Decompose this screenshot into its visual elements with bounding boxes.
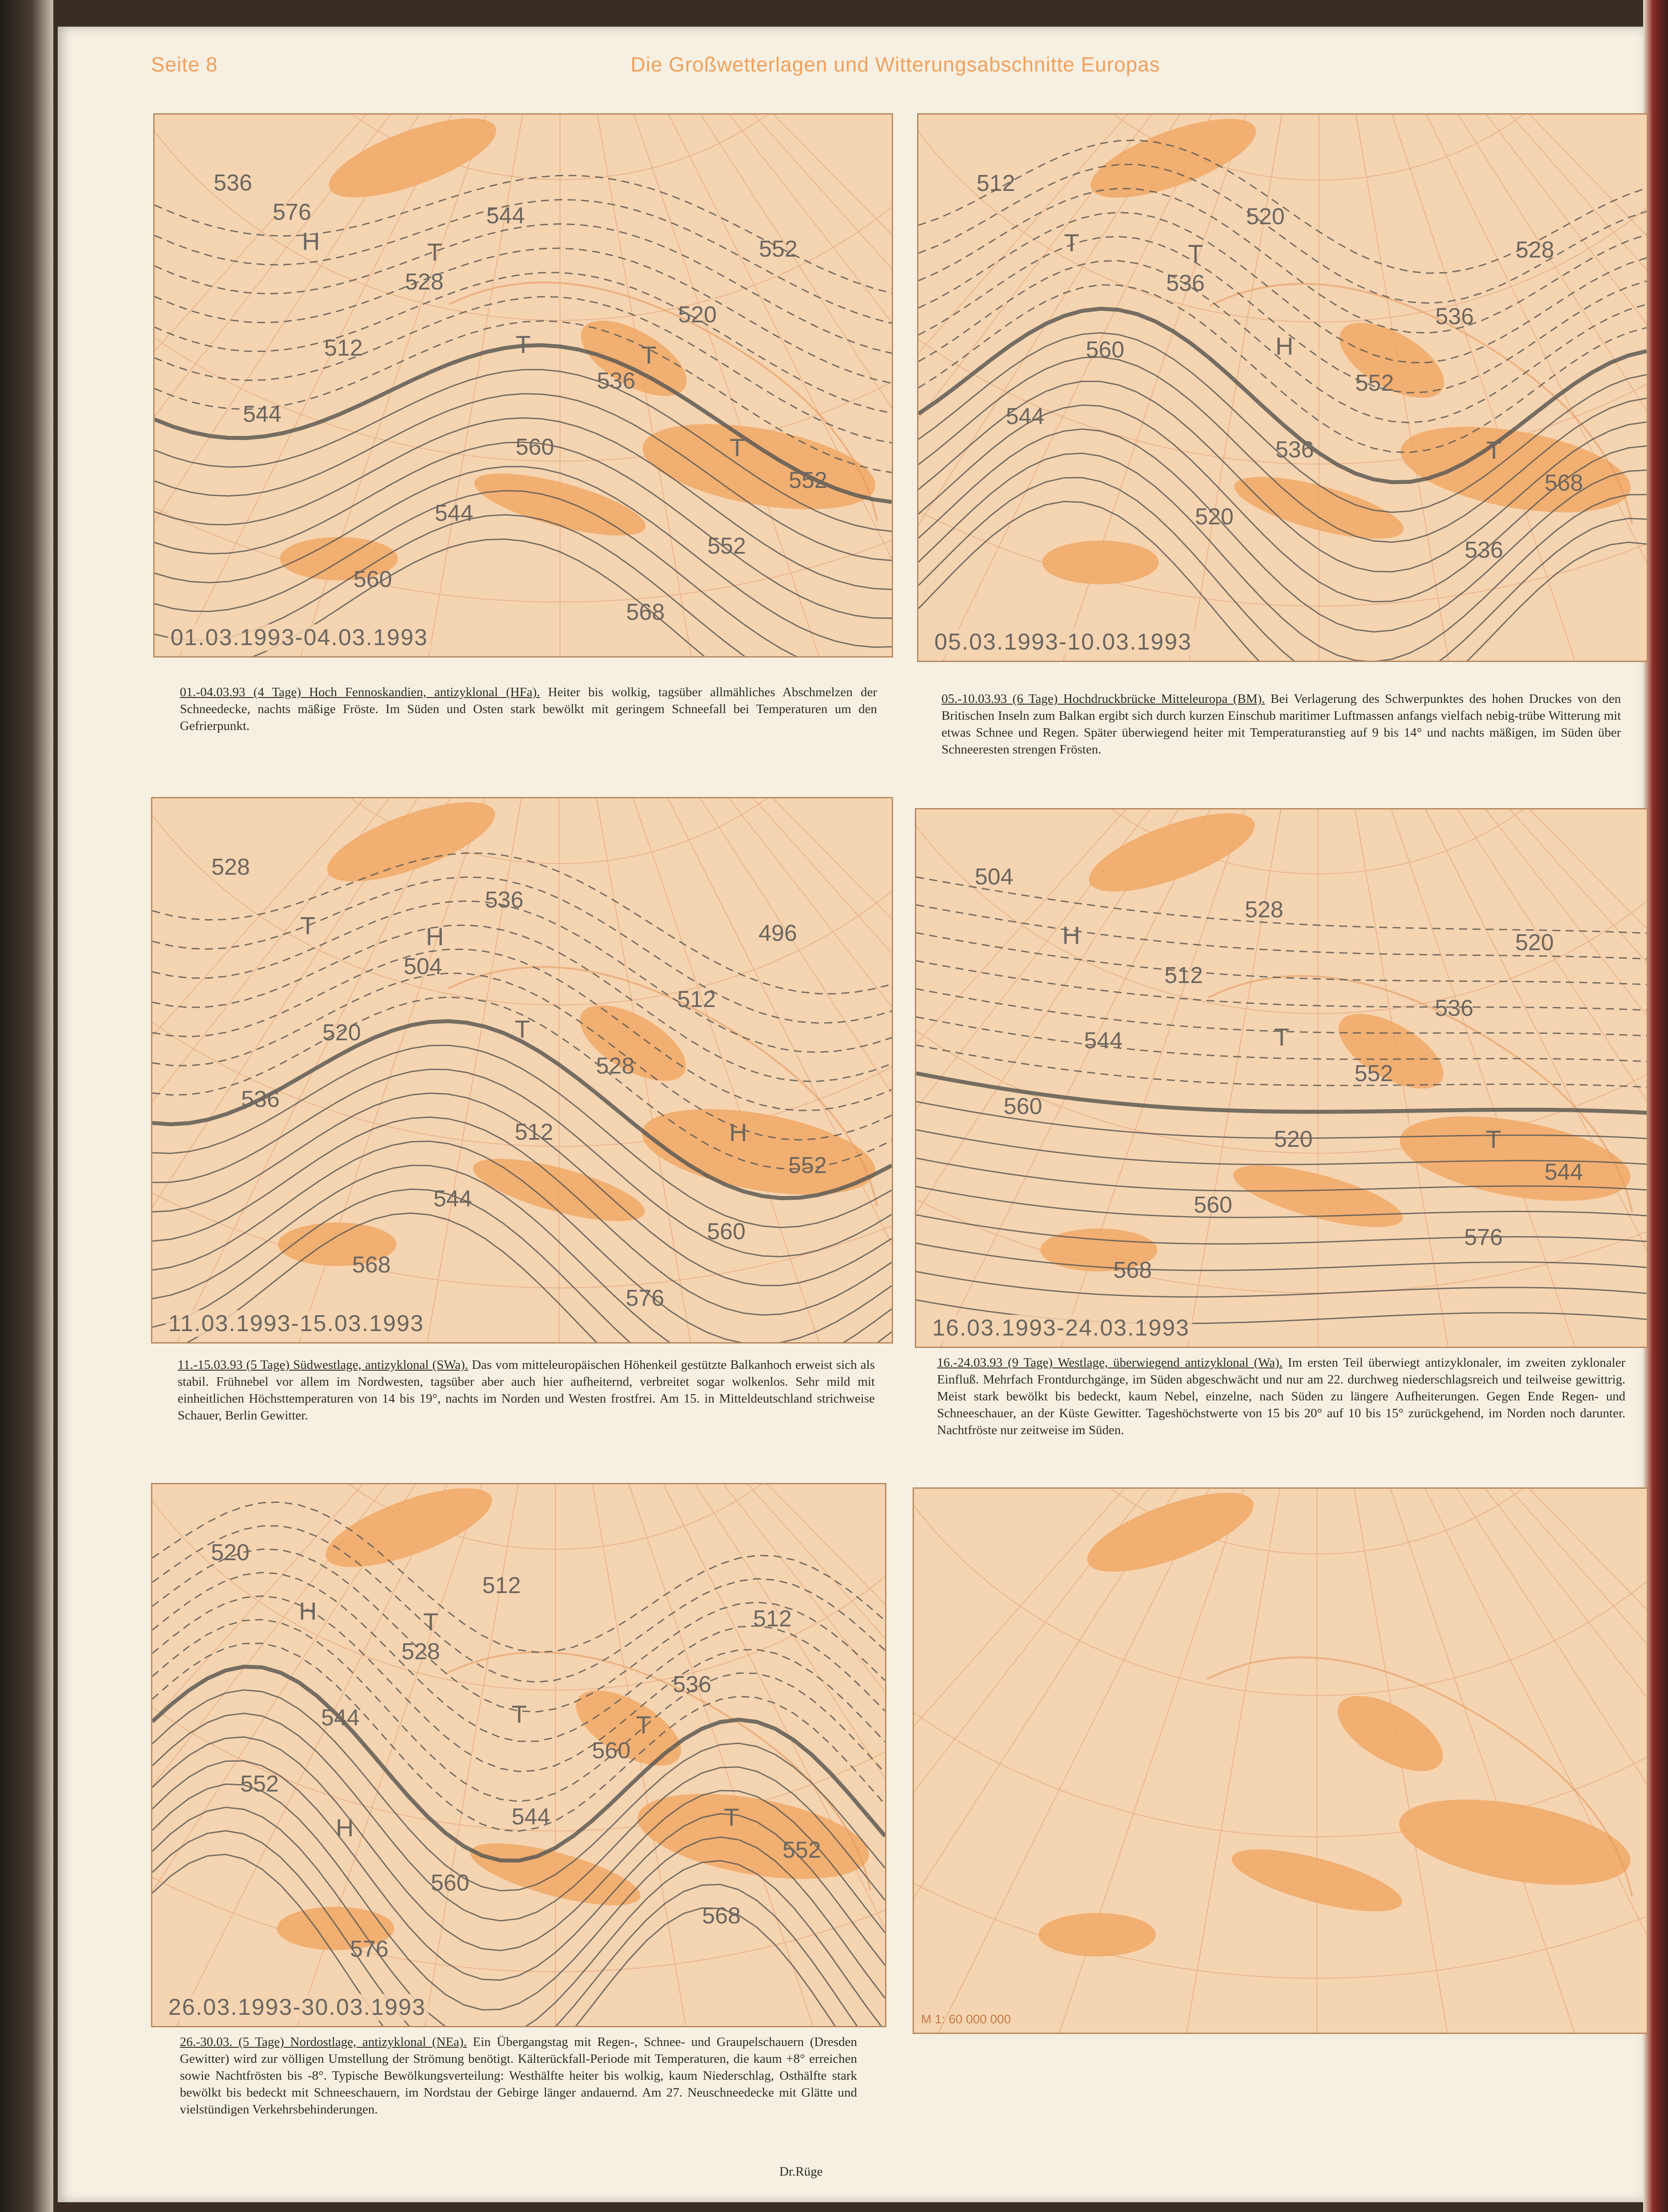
map-date-label: 11.03.1993-15.03.1993 [166, 1310, 427, 1337]
contour-label: 552 [1355, 370, 1394, 396]
graticule-line [1317, 1489, 1647, 2033]
contour-label: 576 [273, 199, 311, 225]
contour-label: 544 [1545, 1159, 1583, 1185]
relief-area [636, 409, 882, 524]
page-number: Seite 8 [151, 53, 218, 76]
low-pressure-label: T [300, 912, 316, 940]
contour-label: 512 [482, 1573, 521, 1598]
contour-label: 536 [485, 887, 524, 913]
caption-3 [178, 1356, 875, 1424]
caption-text: Bei Verlagerung des Schwerpunktes des hohen Druckes von den Britischen Inseln zum Balkan ergibt sich durch kurzen Einschub maritimer Luftmassen anfangs vielfach nebig-trübe Witterung mit etwas Schnee und Regen. Später überwiegend heiter mit Temperaturanstieg auf 9 bis 14° und nachts mäßigen, im Süden über Schneeresten strengen Frösten. [941, 692, 1621, 757]
graticule-line [1168, 1489, 1317, 2033]
contour-line [152, 973, 892, 1140]
low-pressure-label: T [1188, 239, 1203, 267]
contour-label: 552 [782, 1837, 821, 1863]
high-pressure-label: H [1062, 921, 1080, 949]
contour-label: 520 [1195, 504, 1234, 530]
caption-5 [180, 2034, 857, 2118]
contour-label: 496 [759, 920, 797, 946]
contour-label: 512 [515, 1119, 553, 1145]
contour-label: 536 [1465, 537, 1503, 563]
low-pressure-label: T [1064, 229, 1080, 257]
contour-label: 560 [1194, 1192, 1232, 1218]
contour-label: 520 [1246, 204, 1285, 230]
high-pressure-label: H [1275, 332, 1294, 360]
relief-area [1394, 1101, 1637, 1216]
high-pressure-label: H [729, 1118, 747, 1146]
contour-label: 560 [516, 434, 554, 460]
contour-label: 528 [1516, 237, 1554, 263]
relief-area [318, 798, 504, 898]
map-graphic [918, 115, 1647, 661]
contour-label: 528 [596, 1053, 635, 1079]
caption-text: Ein Übergangstag mit Regen-, Schnee- und Graupelschauern (Dresden Gewitter) wird zur völligen Umstellung der Strömung benötigt. Kälterückfall-Periode mit Temperaturen, die kaum +8° erreichen sowie Nachtfrösten bis -8°. Typische Bewölkungsverteilung: Westhälfte heiter bis wolkig, kaum Niederschlag, Osthälfte stark bewölkt bis bedeckt mit Schneeschauern, im Nordstau der Gebirge länger andauernd. Am 27. Neuschneedecke mit Glätte und vielstündigen Verkehrsbehinderungen. [180, 2035, 858, 2117]
contour-label: 576 [350, 1936, 389, 1962]
low-pressure-label: T [636, 1711, 651, 1739]
contour-label: 576 [626, 1285, 664, 1311]
relief-area [1080, 809, 1263, 908]
contour-label: 536 [241, 1086, 280, 1112]
contour-label: 528 [405, 269, 444, 295]
relief-area [1393, 1784, 1637, 1900]
contour-label: 536 [1166, 270, 1205, 296]
contour-label: 536 [214, 170, 252, 196]
caption-title: 01.-04.03.93 (4 Tage) Hoch Fennoskandien, antizyklonal (HFa). [180, 685, 540, 699]
caption-1 [180, 684, 877, 734]
contour-label: 512 [1164, 963, 1203, 988]
relief-area [1078, 1489, 1262, 1588]
contour-label: 512 [977, 170, 1015, 196]
caption-title: 26.-30.03. (5 Tage) Nordostlage, antizyklonal (NEa). [180, 2035, 467, 2049]
map-graphic [152, 1484, 885, 2026]
contour-label: 552 [759, 236, 798, 262]
contour-line [916, 1272, 1647, 1297]
contour-label: 568 [626, 599, 665, 625]
high-pressure-label: H [336, 1814, 354, 1842]
contour-label: 504 [404, 954, 442, 979]
contour-label: 552 [707, 533, 746, 559]
caption-title: 11.-15.03.93 (5 Tage) Südwestlage, antizyklonal (SWa). [178, 1358, 469, 1372]
map-date-label: 16.03.1993-24.03.1993 [929, 1315, 1192, 1341]
graticule-line [410, 115, 560, 656]
high-pressure-label: H [426, 923, 444, 951]
low-pressure-label: T [427, 238, 443, 266]
page-title: Die Großwetterlagen und Witterungsabschnitte Europas [631, 53, 1160, 76]
contour-label: 560 [1086, 337, 1124, 363]
map-graphic [152, 798, 892, 1342]
low-pressure-label: T [516, 330, 531, 358]
contour-line [916, 1045, 1647, 1087]
low-pressure-label: T [1486, 1125, 1501, 1153]
relief-area [1082, 115, 1265, 214]
caption-4 [937, 1354, 1625, 1439]
contour-label: 544 [512, 1804, 550, 1830]
map-graphic [914, 1489, 1647, 2033]
caption-text: Im ersten Teil überwiegt antizyklonaler, im zweiten zyklonaler Einfluß. Mehrfach Frontdurchgänge, im Süden abgeschwächt und nur am 22. durchweg niederschlagsreich und teilweise gewittrig. Meist stark bewölkt bis bedeckt, kaum Nebel, einzelne, nach Süden zu längere Aufheiterungen. Gegen Ende Regen- und Schneeschauer, an der Küste Gewitter. Tageshöchstwerte von 15 bis 20° auf 10 bis 15° zurückgehend, im Norden noch darunter. Nachtfröste nur zeitweise im Süden. [937, 1356, 1625, 1437]
caption-title: 16.-24.03.93 (9 Tage) Westlage, überwiegend antizyklonal (Wa). [937, 1356, 1283, 1370]
contour-label: 544 [243, 401, 282, 427]
weather-map-5 [151, 1483, 886, 2027]
contour-label: 528 [1245, 897, 1283, 923]
graticule-line [406, 1484, 556, 2026]
contour-label: 552 [240, 1771, 279, 1797]
graticule-line [1317, 1489, 1647, 2033]
high-pressure-label: H [302, 227, 320, 255]
contour-label: 536 [673, 1672, 711, 1697]
graticule-line [409, 798, 559, 1342]
contour-label: 520 [678, 302, 717, 328]
contour-label: 544 [435, 500, 473, 526]
weather-map-1 [153, 113, 893, 658]
low-pressure-label: T [512, 1700, 527, 1728]
contour-label: 568 [702, 1903, 741, 1929]
contour-line [155, 248, 892, 383]
caption-2 [941, 690, 1621, 758]
contour-label: 504 [975, 864, 1013, 890]
contour-line [152, 925, 892, 1082]
low-pressure-label: T [423, 1608, 439, 1636]
relief-area [1039, 1913, 1156, 1957]
graticule-line [1317, 1489, 1647, 2033]
graticule-line [1317, 1489, 1647, 2033]
graticule-circle [918, 115, 1647, 606]
contour-label: 568 [1113, 1257, 1152, 1283]
contour-label: 520 [1274, 1126, 1313, 1152]
contour-label: 512 [677, 987, 716, 1012]
high-pressure-label: H [299, 1597, 317, 1625]
signature: Dr.Rüge [779, 2164, 823, 2179]
contour-label: 520 [211, 1540, 250, 1566]
contour-label: 544 [1084, 1028, 1123, 1054]
map-date-label: 26.03.1993-30.03.1993 [166, 1994, 429, 2021]
contour-label: 544 [486, 203, 525, 229]
contour-label: 536 [1275, 437, 1314, 463]
low-pressure-label: T [1274, 1023, 1290, 1051]
contour-label: 520 [1515, 930, 1554, 955]
map-date-label: 05.03.1993-10.03.1993 [932, 629, 1195, 655]
contour-label: 528 [211, 854, 250, 880]
caption-text: Heiter bis wolkig, tagsüber allmähliches Abschmelzen der Schneedecke, nachts mäßige Fröste. Im Süden und Osten stark bewölkt mit geringem Schneefall bei Temperaturen um den Gefrierpunkt. [180, 685, 877, 733]
contour-label: 560 [592, 1738, 631, 1764]
map-date-label: 01.03.1993-04.03.1993 [168, 624, 431, 651]
contour-label: 568 [1545, 470, 1583, 496]
contour-line [918, 165, 1647, 303]
graticule-circle [916, 809, 1647, 1293]
contour-label: 512 [324, 335, 363, 361]
contour-label: 536 [597, 368, 635, 394]
contour-label: 552 [788, 1153, 827, 1178]
contour-label: 528 [401, 1639, 440, 1665]
contour-label: 560 [353, 567, 392, 592]
contour-label: 544 [433, 1186, 472, 1212]
low-pressure-label: T [1486, 436, 1502, 464]
contour-label: 520 [322, 1020, 361, 1046]
low-pressure-label: T [730, 433, 745, 461]
graticule-circle [914, 1489, 1647, 1978]
contour-label: 544 [321, 1705, 360, 1731]
low-pressure-label: T [515, 1015, 530, 1043]
contour-label: 560 [1004, 1094, 1042, 1119]
relief-area [1042, 540, 1159, 584]
map-graphic [916, 809, 1647, 1347]
low-pressure-label: T [641, 341, 657, 369]
weather-map-4 [915, 808, 1648, 1348]
contour-label: 544 [1006, 404, 1044, 429]
caption-title: 05.-10.03.93 (6 Tage) Hochdruckbrücke Mitteleuropa (BM). [941, 692, 1265, 706]
graticule-circle [155, 115, 892, 602]
map-graphic [155, 115, 892, 656]
graticule-line [1317, 1489, 1647, 2033]
book-spine [0, 0, 53, 2212]
contour-label: 552 [789, 468, 827, 493]
contour-label: 536 [1435, 995, 1473, 1021]
low-pressure-label: T [724, 1803, 739, 1831]
relief-area [320, 115, 505, 214]
graticule-line [1317, 1489, 1612, 2033]
caption-text: Das vom mitteleuropäischen Höhenkeil gestützte Balkanhoch erweist sich als stabil. Frühnebel vor allem im Nordwesten, tagsüber aber auch hier aufheiternd, verbreitet sogar wolkenlos. Sehr mild mit einheitlichen Höchsttemperaturen von 14 bis 19°, nachts im Norden und Westen frostfrei. Am 15. in Mitteldeutschland strichweise Schauer, Berlin Gewitter. [178, 1358, 875, 1423]
contour-label: 568 [352, 1252, 391, 1278]
contour-label: 560 [431, 1870, 469, 1896]
weather-map-2 [917, 113, 1648, 662]
weather-map-3 [151, 797, 893, 1344]
graticule-circle [914, 1489, 1647, 1837]
map-scale-label: M 1: 60 000 000 [921, 2012, 1011, 2026]
graticule-line [1169, 809, 1318, 1347]
contour-line [916, 1215, 1647, 1244]
contour-label: 512 [753, 1606, 792, 1632]
contour-label: 552 [1354, 1061, 1393, 1086]
contour-label: 560 [707, 1219, 746, 1245]
contour-label: 576 [1464, 1225, 1503, 1250]
relief-area [317, 1484, 501, 1583]
contour-label: 536 [1435, 304, 1474, 329]
weather-map-blank [913, 1487, 1648, 2034]
